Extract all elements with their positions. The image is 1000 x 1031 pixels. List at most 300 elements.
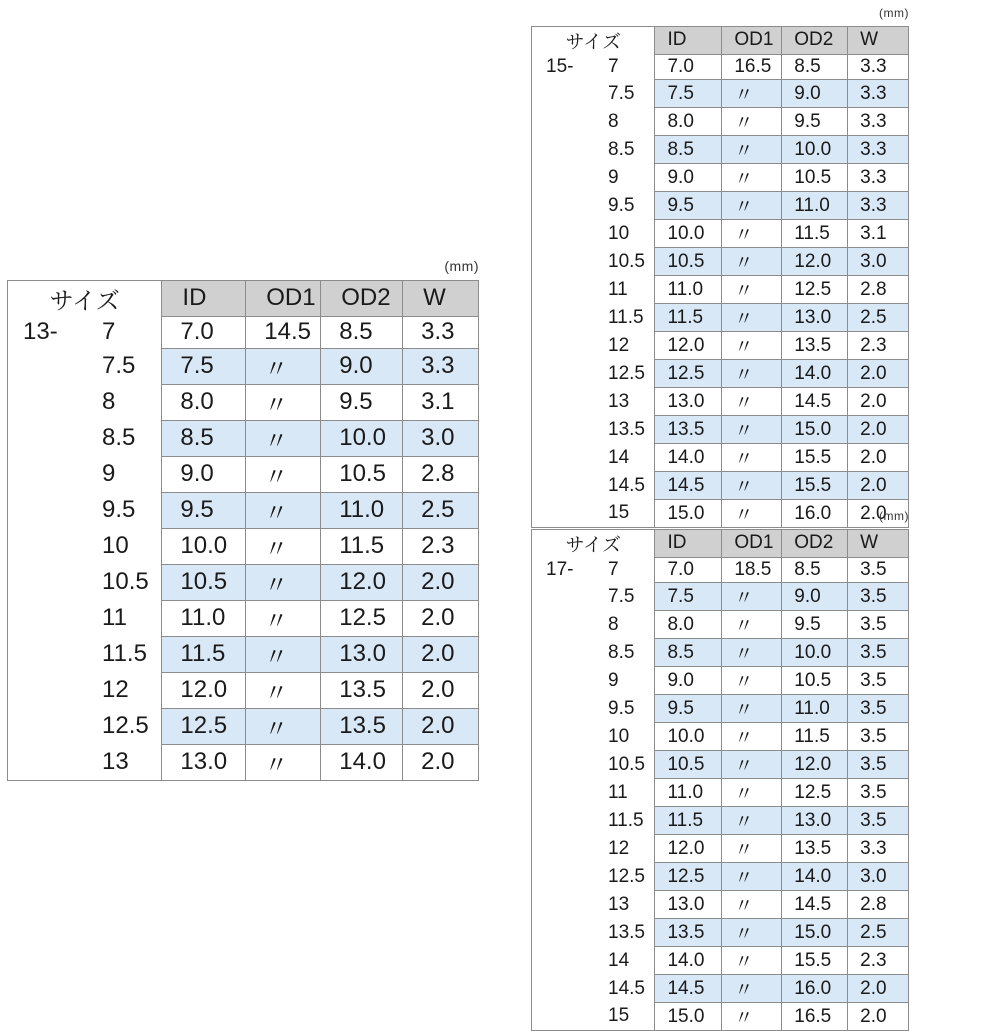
table-row [532,444,909,472]
id-cell: 13.5 [655,416,722,444]
size-prefix: 17- [546,558,574,580]
id-cell: 10.5 [655,751,722,779]
id-cell: 10.5 [162,564,246,600]
od2-cell: 12.5 [782,276,848,304]
table-row [8,420,479,456]
table-row [8,708,479,744]
size-value: 7.5 [608,82,635,104]
size-value: 14.5 [608,977,645,999]
size-cell [532,136,655,164]
table-row [532,360,909,388]
id-cell: 7.0 [655,54,722,80]
header-id: ID [655,27,722,55]
od1-cell: 〃 [722,164,782,192]
od2-cell: 15.5 [782,947,848,975]
od1-cell: 〃 [722,863,782,891]
unit-label: (mm) [879,6,909,20]
unit-label: (mm) [444,258,479,274]
size-cell [8,672,162,708]
od2-cell: 12.5 [782,779,848,807]
id-cell: 11.0 [655,779,722,807]
w-cell: 2.0 [848,416,909,444]
size-value: 10.5 [608,250,645,272]
table-row [532,891,909,919]
w-cell: 2.8 [848,891,909,919]
id-cell: 10.0 [162,528,246,564]
header-od2: OD2 [321,281,403,317]
w-cell: 2.0 [848,975,909,1003]
table-row [8,456,479,492]
id-cell: 12.0 [655,835,722,863]
size-value: 7 [608,55,619,77]
size-value: 8 [102,388,116,415]
od2-cell: 14.5 [782,891,848,919]
od2-cell: 16.5 [782,1003,848,1031]
table-row [532,248,909,276]
id-cell: 12.0 [655,332,722,360]
id-cell: 13.5 [655,919,722,947]
od1-cell: 〃 [246,384,321,420]
size-value: 8.5 [102,424,136,451]
size-cell [8,528,162,564]
od2-cell: 15.5 [782,444,848,472]
table-row [532,472,909,500]
od2-cell: 10.5 [782,667,848,695]
od2-cell: 10.0 [782,136,848,164]
table-row [532,639,909,667]
size-cell [532,891,655,919]
table-row [8,672,479,708]
od2-cell: 12.0 [321,564,403,600]
w-cell: 2.8 [848,276,909,304]
od2-cell: 14.0 [782,863,848,891]
id-cell: 10.5 [655,248,722,276]
size-value: 10 [102,532,129,559]
w-cell: 2.0 [848,1003,909,1031]
size-table-13 [7,258,479,779]
w-cell: 3.5 [848,723,909,751]
id-cell: 12.5 [655,863,722,891]
size-value: 15 [608,1005,630,1027]
size-cell [8,384,162,420]
size-cell [8,636,162,672]
od1-cell: 〃 [722,583,782,611]
w-cell: 3.5 [848,583,909,611]
w-cell: 3.5 [848,807,909,835]
id-cell: 9.0 [655,164,722,192]
od1-cell: 14.5 [246,316,321,348]
w-cell: 2.3 [848,947,909,975]
size-value: 12 [608,837,630,859]
od1-cell: 〃 [246,420,321,456]
w-cell: 2.3 [403,528,479,564]
od1-cell: 〃 [246,636,321,672]
table-row [532,751,909,779]
od2-cell: 11.5 [782,220,848,248]
od1-cell: 16.5 [722,54,782,80]
w-cell: 3.3 [848,136,909,164]
table-row [532,332,909,360]
w-cell: 2.0 [403,672,479,708]
od1-cell: 〃 [722,779,782,807]
size-cell [532,220,655,248]
size-cell [532,863,655,891]
id-cell: 7.5 [162,348,246,384]
size-value: 11.5 [608,809,644,831]
od2-cell: 13.0 [782,807,848,835]
w-cell: 2.0 [848,444,909,472]
table-row [532,136,909,164]
od1-cell: 〃 [246,528,321,564]
od2-cell: 9.0 [782,583,848,611]
table-row [532,220,909,248]
table-row [532,164,909,192]
size-value: 14 [608,446,630,468]
od2-cell: 9.5 [782,611,848,639]
od2-cell: 8.5 [782,54,848,80]
id-cell: 8.0 [655,611,722,639]
size-cell [8,316,162,348]
w-cell: 3.5 [848,779,909,807]
size-value: 9.5 [102,496,136,523]
size-cell [532,975,655,1003]
size-prefix: 13- [23,318,58,345]
id-cell: 8.5 [655,136,722,164]
size-table [531,26,909,528]
od1-cell: 〃 [722,947,782,975]
size-cell [532,248,655,276]
size-value: 13 [608,390,630,412]
od2-cell: 11.0 [321,492,403,528]
w-cell: 3.1 [848,220,909,248]
id-cell: 12.5 [655,360,722,388]
od1-cell: 〃 [722,751,782,779]
od2-cell: 14.0 [782,360,848,388]
od2-cell: 11.0 [782,695,848,723]
size-value: 13 [608,893,630,915]
w-cell: 2.0 [403,636,479,672]
size-cell [8,348,162,384]
w-cell: 3.5 [848,751,909,779]
od2-cell: 10.5 [782,164,848,192]
header-id: ID [162,281,246,317]
table-row [8,528,479,564]
id-cell: 9.0 [655,667,722,695]
od2-cell: 12.0 [782,751,848,779]
od1-cell: 〃 [722,472,782,500]
id-cell: 14.5 [655,975,722,1003]
size-cell [532,835,655,863]
table-row [532,416,909,444]
size-cell [532,779,655,807]
table-row [532,1003,909,1031]
w-cell: 2.0 [403,708,479,744]
od1-cell: 〃 [246,492,321,528]
header-size: サイズ [532,27,655,55]
table-row [532,304,909,332]
w-cell: 3.3 [848,835,909,863]
size-value: 12.5 [102,712,149,739]
w-cell: 3.3 [848,192,909,220]
size-cell [532,332,655,360]
od2-cell: 13.0 [321,636,403,672]
size-value: 14.5 [608,474,645,496]
id-cell: 11.0 [162,600,246,636]
header-w: W [848,27,909,55]
size-cell [532,388,655,416]
size-cell [532,164,655,192]
header-id: ID [655,530,722,558]
od1-cell: 〃 [246,744,321,780]
od1-cell: 〃 [722,611,782,639]
od2-cell: 15.5 [782,472,848,500]
od2-cell: 12.5 [321,600,403,636]
table-header-row [532,27,909,55]
od2-cell: 16.0 [782,975,848,1003]
size-value: 7 [608,558,619,580]
id-cell: 9.0 [162,456,246,492]
od1-cell: 〃 [246,600,321,636]
size-value: 9 [608,669,619,691]
id-cell: 12.5 [162,708,246,744]
header-w: W [403,281,479,317]
od2-cell: 14.5 [782,388,848,416]
size-cell [532,108,655,136]
id-cell: 10.0 [655,220,722,248]
w-cell: 3.0 [848,248,909,276]
id-cell: 9.5 [162,492,246,528]
od1-cell: 〃 [722,276,782,304]
od2-cell: 9.5 [321,384,403,420]
w-cell: 2.5 [848,919,909,947]
table-row [8,492,479,528]
id-cell: 11.0 [655,276,722,304]
header-od1: OD1 [722,530,782,558]
od1-cell: 〃 [722,975,782,1003]
size-cell [532,1003,655,1031]
size-cell [532,919,655,947]
size-value: 8.5 [608,641,635,663]
size-value: 9.5 [608,194,635,216]
size-value: 12 [608,334,630,356]
od2-cell: 11.0 [782,192,848,220]
id-cell: 9.5 [655,695,722,723]
size-value: 11 [608,278,628,300]
w-cell: 2.0 [403,600,479,636]
od2-cell: 11.5 [321,528,403,564]
size-value: 7.5 [102,352,136,379]
size-cell [532,583,655,611]
size-cell [532,557,655,583]
size-value: 10 [608,725,630,747]
size-value: 9 [608,166,619,188]
w-cell: 3.3 [848,80,909,108]
size-cell [532,947,655,975]
od1-cell: 〃 [246,708,321,744]
size-cell [8,420,162,456]
id-cell: 7.5 [655,583,722,611]
od2-cell: 9.0 [782,80,848,108]
size-value: 7.5 [608,585,635,607]
size-value: 8 [608,613,619,635]
w-cell: 3.5 [848,611,909,639]
table-row [8,564,479,600]
size-value: 7 [102,318,116,345]
od2-cell: 8.5 [321,316,403,348]
table-row [532,54,909,80]
od1-cell: 〃 [246,456,321,492]
od1-cell: 〃 [722,220,782,248]
size-value: 13.5 [608,921,645,943]
size-cell [8,744,162,780]
table-row [532,779,909,807]
id-cell: 11.5 [655,807,722,835]
w-cell: 3.5 [848,639,909,667]
size-cell [8,600,162,636]
id-cell: 8.5 [162,420,246,456]
size-value: 14 [608,949,630,971]
od1-cell: 〃 [722,835,782,863]
id-cell: 11.5 [162,636,246,672]
od1-cell: 〃 [722,807,782,835]
size-cell [8,708,162,744]
od2-cell: 11.5 [782,723,848,751]
table-row [532,276,909,304]
id-cell: 14.0 [655,947,722,975]
id-cell: 14.5 [655,472,722,500]
table-row [532,695,909,723]
od1-cell: 〃 [246,564,321,600]
size-cell [532,360,655,388]
table-row [532,80,909,108]
size-value: 12.5 [608,362,645,384]
size-value: 10 [608,222,630,244]
id-cell: 15.0 [655,1003,722,1031]
size-cell [532,695,655,723]
od1-cell: 〃 [722,192,782,220]
od2-cell: 9.0 [321,348,403,384]
od1-cell: 18.5 [722,557,782,583]
od1-cell: 〃 [722,108,782,136]
table-row [532,975,909,1003]
table-row [532,947,909,975]
size-cell [8,492,162,528]
table-row [8,600,479,636]
w-cell: 2.0 [848,388,909,416]
w-cell: 3.3 [403,316,479,348]
header-size: サイズ [8,281,162,317]
size-value: 11 [608,781,628,803]
size-value: 9 [102,460,116,487]
od1-cell: 〃 [722,416,782,444]
od1-cell: 〃 [722,891,782,919]
table-row [532,583,909,611]
size-table-17 [531,509,909,1029]
size-value: 11.5 [102,640,147,667]
w-cell: 2.3 [848,332,909,360]
w-cell: 2.5 [403,492,479,528]
w-cell: 3.0 [848,863,909,891]
size-cell [8,456,162,492]
w-cell: 3.3 [848,108,909,136]
header-od2: OD2 [782,27,848,55]
size-value: 13.5 [608,418,645,440]
w-cell: 2.0 [848,360,909,388]
od2-cell: 10.0 [782,639,848,667]
od2-cell: 13.5 [321,672,403,708]
od2-cell: 15.0 [782,416,848,444]
od1-cell: 〃 [722,444,782,472]
id-cell: 11.5 [655,304,722,332]
od1-cell: 〃 [246,672,321,708]
table-row [532,108,909,136]
table-row [532,919,909,947]
size-cell [532,192,655,220]
size-cell [532,639,655,667]
size-value: 11.5 [608,306,644,328]
od2-cell: 12.0 [782,248,848,276]
od1-cell: 〃 [722,388,782,416]
id-cell: 7.0 [162,316,246,348]
od1-cell: 〃 [722,1003,782,1031]
id-cell: 8.5 [655,639,722,667]
table-row [532,835,909,863]
table-row [532,388,909,416]
w-cell: 3.1 [403,384,479,420]
size-value: 8 [608,110,619,132]
w-cell: 2.0 [848,472,909,500]
table-row [8,316,479,348]
w-cell: 3.3 [403,348,479,384]
size-cell [532,472,655,500]
w-cell: 3.5 [848,695,909,723]
w-cell: 2.0 [403,744,479,780]
od2-cell: 13.5 [782,332,848,360]
size-cell [532,54,655,80]
table-row [532,557,909,583]
size-table [7,280,479,781]
size-prefix: 15- [546,55,574,77]
id-cell: 10.0 [655,723,722,751]
table-row [532,611,909,639]
size-cell [532,416,655,444]
od2-cell: 10.0 [321,420,403,456]
size-value: 13 [102,747,129,775]
od1-cell: 〃 [722,136,782,164]
table-header-row [8,281,479,317]
w-cell: 2.0 [848,500,909,528]
w-cell: 3.5 [848,557,909,583]
table-row [8,348,479,384]
id-cell: 8.0 [162,384,246,420]
table-row [532,723,909,751]
w-cell: 2.0 [403,564,479,600]
header-od1: OD1 [246,281,321,317]
size-cell [532,444,655,472]
size-cell [532,723,655,751]
od1-cell: 〃 [722,695,782,723]
od2-cell: 14.0 [321,744,403,780]
size-table-15 [531,6,909,526]
size-value: 9.5 [608,697,635,719]
table-row [532,667,909,695]
table-row [532,807,909,835]
id-cell: 15.0 [655,500,722,528]
od2-cell: 13.5 [321,708,403,744]
unit-label: (mm) [879,509,909,523]
id-cell: 13.0 [655,891,722,919]
size-value: 8.5 [608,138,635,160]
